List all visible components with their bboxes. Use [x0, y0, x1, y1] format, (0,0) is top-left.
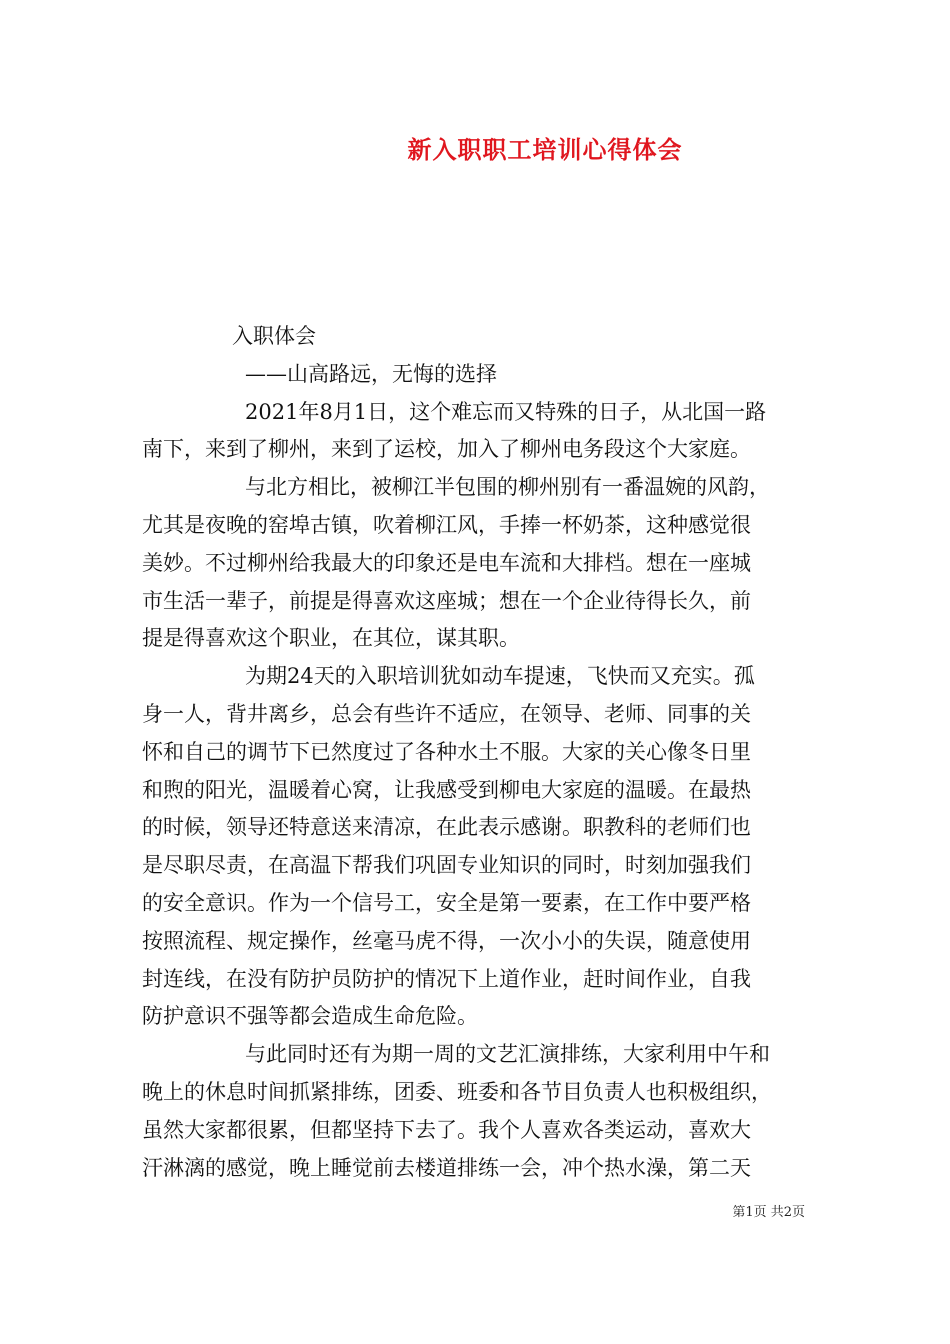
paragraph-3	[142, 658, 808, 1036]
document-body	[142, 318, 808, 1187]
paragraph-line: 防护意识不强等都会造成生命危险。	[142, 1004, 478, 1029]
paragraph-line: 封连线，在没有防护员防护的情况下上道作业，赶时间作业，自我	[142, 966, 751, 991]
paragraph-line: 市生活一辈子，前提是得喜欢这座城；想在一个企业待得长久，前	[142, 588, 751, 613]
paragraph-1	[142, 394, 808, 470]
paragraph-line: 南下，来到了柳州，来到了运校，加入了柳州电务段这个大家庭。	[142, 437, 751, 462]
paragraph-line: 晚上的休息时间抓紧排练，团委、班委和各节目负责人也积极组织，	[142, 1079, 772, 1104]
paragraph-line: 的时候，领导还特意送来清凉，在此表示感谢。职教科的老师们也	[142, 815, 751, 840]
paragraph-line: 身一人，背井离乡，总会有些许不适应，在领导、老师、同事的关	[142, 701, 751, 726]
paragraph-line: 是尽职尽责，在高温下帮我们巩固专业知识的同时，时刻加强我们	[142, 853, 751, 878]
paragraph-line: 的安全意识。作为一个信号工，安全是第一要素，在工作中要严格	[142, 890, 751, 915]
paragraph-line: 与北方相比，被柳江半包围的柳州别有一番温婉的风韵，	[245, 475, 770, 500]
paragraph-line: 2021年8月1日，这个难忘而又特殊的日子，从北国一路	[245, 399, 767, 424]
paragraph-line: 为期24天的入职培训犹如动车提速，飞快而又充实。孤	[245, 664, 755, 689]
paragraph-line: 美妙。不过柳州给我最大的印象还是电车流和大排档。想在一座城	[142, 550, 751, 575]
paragraph-4	[142, 1036, 808, 1187]
paragraph-line: 提是得喜欢这个职业，在其位，谋其职。	[142, 626, 520, 651]
page-title: 新入职职工培训心得体会	[407, 135, 683, 164]
paragraph-line: 和煦的阳光，温暖着心窝，让我感受到柳电大家庭的温暖。在最热	[142, 777, 751, 802]
page-footer: 第1页 共2页	[732, 1205, 805, 1220]
paragraph-line: 虽然大家都很累，但都坚持下去了。我个人喜欢各类运动，喜欢大	[142, 1117, 751, 1142]
paragraph-line: 尤其是夜晚的窑埠古镇，吹着柳江风，手捧一杯奶茶，这种感觉很	[142, 512, 751, 537]
paragraph-line: 汗淋漓的感觉，晚上睡觉前去楼道排练一会，冲个热水澡，第二天	[142, 1155, 751, 1180]
section-subheading: ——山高路远，无悔的选择	[245, 361, 497, 386]
paragraph-2	[142, 469, 808, 658]
section-heading: 入职体会	[232, 324, 316, 348]
paragraph-line: 怀和自己的调节下已然度过了各种水土不服。大家的关心像冬日里	[142, 739, 751, 764]
paragraph-line: 与此同时还有为期一周的文艺汇演排练，大家利用中午和	[245, 1042, 770, 1067]
paragraph-line: 按照流程、规定操作，丝毫马虎不得，一次小小的失误，随意使用	[142, 928, 751, 953]
